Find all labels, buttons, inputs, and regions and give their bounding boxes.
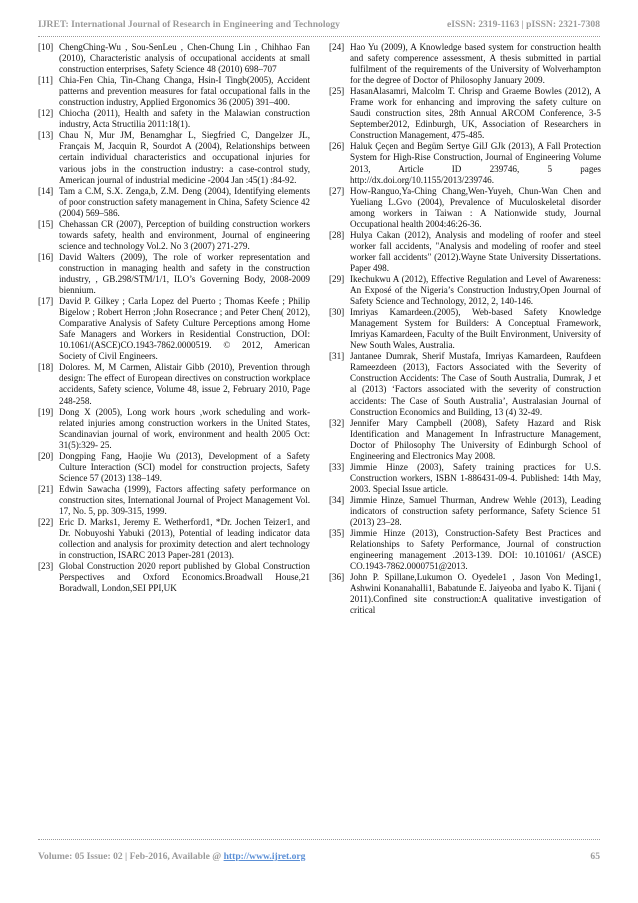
reference-item	[329, 528, 601, 572]
reference-number: [17]	[38, 296, 54, 307]
reference-number: [31]	[329, 351, 345, 362]
reference-text: Hulya Cakan (2012), Analysis and modeling of roofer and steel worker fall accidents, "Analysis and modeling of roofer and steel worker fall accidents" (2012).Wayne State University Dissertations. Paper 498.	[350, 229, 601, 273]
reference-text: HasanAlasamri, Malcolm T. Chrisp and Graeme Bowles (2012), A Frame work for enhancing and improving the safety culture on Saudi construction sites, 28th Annual ARCOM Conference, 3-5 September2012, Edinburgh, UK, Association of Researchers in Construction Management, 475-485.	[350, 86, 601, 141]
reference-text: Chiocha (2011), Health and safety in the Malawian construction industry, Acta Structilia 2011:18(1).	[59, 108, 310, 130]
reference-item	[38, 75, 310, 108]
reference-item	[329, 86, 601, 141]
reference-number: [35]	[329, 528, 345, 539]
journal-url-link[interactable]: http://www.ijret.org	[223, 851, 306, 862]
reference-item	[329, 572, 601, 616]
reference-item	[38, 407, 310, 451]
reference-number: [34]	[329, 494, 345, 505]
reference-text: Jennifer Mary Campbell (2008), Safety Hazard and Risk Identification and Management In Infrastructure Management, Doctor of Philosophy The University of Edinburgh School of Engineering and Electronics May 2008.	[350, 417, 601, 461]
issn-label: eISSN: 2319-1163 | pISSN: 2321-7308	[447, 18, 600, 30]
reference-text: Hao Yu (2009), A Knowledge based system for construction health and safety comperence assessment, A thesis submitted in partial fulfilment of the requirements of the University of Wolverhampton for the degree of Doctor of Philosophy January 2009.	[350, 42, 601, 86]
reference-item	[38, 186, 310, 219]
reference-item	[38, 451, 310, 484]
references-column-right	[329, 42, 601, 832]
issue-label: Volume: 05 Issue: 02 | Feb-2016, Available @	[38, 851, 224, 862]
reference-number: [19]	[38, 406, 54, 417]
reference-number: [24]	[329, 42, 345, 52]
reference-text: David P. Gilkey ; Carla Lopez del Puerto ; Thomas Keefe ; Philip Bigelow ; Robert Herron ;John Rosecrance ; and Peter Chen( 2012), Comparative Analysis of Safety Culture Perceptions among Home Safe Managers and Workers in Residential Construction, DOI: 10.1061/(ASCE)CO.1943-7862.0000519. © 2012, American Society of Civil Engineers.	[59, 296, 310, 362]
reference-number: [32]	[329, 417, 345, 428]
reference-number: [26]	[329, 141, 345, 152]
reference-number: [22]	[38, 517, 54, 528]
reference-item	[329, 418, 601, 462]
reference-text: Chau N, Mur JM, Benamghar L, Siegfried C, Dangelzer JL, Français M, Jacquin R, Sourdot A (2004), Relationships between certain individual characteristics and occupational injuries for various jobs in the construction industry: a case-control study, American journal of industrial medicine -2004 Jan :45(1) :84-92.	[59, 130, 310, 185]
reference-text: How-Ranguo,Ya-Ching Chang,Wen-Yuyeh, Chun-Wan Chen and Yueliang L.Gvo (2004), Prevalence of Muculoskeletal disorder among workers in Taiwan : A Nationwide study, Journal Occupational health 2004:46:26-36.	[350, 185, 601, 229]
reference-number: [21]	[38, 483, 54, 494]
reference-text: Tam a C.M, S.X. Zenga,b, Z.M. Deng (2004), Identifying elements of poor construction safety management in China, Safety Science 42 (2004) 569–586.	[59, 185, 310, 218]
issue-info	[38, 851, 305, 867]
reference-text: ChengChing-Wu , Sou-SenLeu , Chen-Chung Lin , Chihhao Fan (2010), Characteristic analysis of occupational accidents at small construction enterprises, Safety Science 48 (2010) 698–707	[59, 42, 310, 75]
reference-text: Chia-Fen Chia, Tin-Chang Changa, Hsin-I Tingb(2005), Accident patterns and prevention measures for fatal occupational falls in the construction industry, Applied Ergonomics 36 (2005) 391–400.	[59, 75, 310, 108]
reference-number: [28]	[329, 229, 345, 240]
reference-item	[38, 561, 310, 594]
reference-number: [12]	[38, 108, 54, 119]
header-divider	[38, 36, 600, 37]
page-number: 65	[590, 851, 600, 862]
references-column-left	[38, 42, 310, 832]
reference-number: [36]	[329, 572, 345, 583]
page-header	[38, 14, 600, 34]
reference-text: Dolores. M, M Carmen, Alistair Gibb (2010), Prevention through design: The effect of European directives on construction workplace accidents, Safety science, Volume 48, issue 2, February 2010, Page 248-258.	[59, 362, 310, 406]
reference-number: [29]	[329, 273, 345, 284]
reference-item	[38, 42, 310, 75]
reference-item	[38, 484, 310, 517]
reference-text: Global Construction 2020 report published by Global Construction Perspectives and Oxford Economics.Broadwall House,21 Boradwall, London,SEI PPI,UK	[59, 561, 310, 594]
reference-text: Eric D. Marks1, Jeremy E. Wetherford1, *Dr. Jochen Teizer1, and Dr. Nobuyoshi Yabuki (2013), Potential of leading indicator data collection and analysis for proximity detection and alert technology in construction, ISARC 2013 Paper-281 (2013).	[59, 517, 310, 561]
reference-text: Jimmie Hinze (2013), Construction-Safety Best Practices and Relationships to Safety Performance, Journal of construction engineering management .2013-139. DOI: 10.101061/ (ASCE) CO.1943-7862.0000751@2013.	[350, 528, 601, 572]
reference-number: [30]	[329, 307, 345, 318]
reference-text: Jantanee Dumrak, Sherif Mustafa, Imriyas Kamardeen, Raufdeen Rameezdeen (2013), Factors Associated with the Severity of Construction Accidents: The Case of South Australia, Dumrak, J et al (2013) ‘Factors associated with the severity of construction accidents: The Case of South Australia’, Australasian Journal of Construction Economics and Building, 13 (4) 32-49.	[350, 351, 601, 417]
reference-number: [13]	[38, 130, 54, 141]
reference-number: [23]	[38, 561, 54, 572]
reference-item	[329, 230, 601, 274]
journal-title: IJRET: International Journal of Research in Engineering and Technology	[38, 18, 340, 30]
reference-text: Dong X (2005), Long work hours ,work scheduling and work-related injuries among construction workers in the United States, Scandinavian journal of work, environment and health 2005 Oct: 31(5):329- 25.	[59, 406, 310, 450]
reference-text: Jimmie Hinze, Samuel Thurman, Andrew Wehle (2013), Leading indicators of construction safety performance, Safety Science 51 (2013) 23–28.	[350, 494, 601, 528]
reference-number: [25]	[329, 86, 345, 97]
reference-number: [15]	[38, 218, 54, 229]
reference-text: David Walters (2009), The role of worker representation and construction in managing health and safety in the construction industry, , GB.298/STM/1/1, ILO’s Governing Body, 2008-2009 biennium.	[59, 251, 310, 296]
reference-number: [27]	[329, 185, 345, 196]
reference-number: [20]	[38, 450, 54, 461]
reference-item	[329, 462, 601, 495]
footer-divider	[38, 839, 600, 840]
reference-item	[38, 517, 310, 561]
reference-item	[38, 252, 310, 296]
reference-number: [14]	[38, 185, 54, 196]
reference-item	[38, 108, 310, 130]
reference-item	[38, 362, 310, 406]
reference-text: Chehassan CR (2007), Perception of building construction workers towards safety, health and environment, Journal of engineering science and technology Vol.2. No 3 (2007) 271-279.	[59, 218, 310, 251]
reference-text: John P. Spillane,Lukumon O. Oyedele1 , Jason Von Meding1, Ashwini Konanahalli1, Babatunde E. Jaiyeoba and Iyabo K. Tijani ( 2011).Confined site construction:A qualitative investigation of critical	[350, 572, 601, 616]
reference-item	[329, 42, 601, 86]
reference-number: [11]	[38, 75, 53, 86]
reference-number: [33]	[329, 461, 345, 472]
reference-item	[329, 186, 601, 230]
reference-item	[38, 219, 310, 252]
reference-text: Ikechukwu A (2012), Effective Regulation and Level of Awareness: An Exposé of the Nigeria’s Construction Industry,Open Journal of Safety Science and Technology, 2012, 2, 140-146.	[350, 273, 601, 307]
reference-text: Edwin Sawacha (1999), Factors affecting safety performance on construction sites, International Journal of Project Management Vol. 17, No. 5, pp. 309-315, 1999.	[59, 483, 310, 516]
reference-number: [18]	[38, 362, 54, 373]
reference-number: [16]	[38, 251, 54, 262]
reference-text: Imriyas Kamardeen.(2005), Web-based Safety Knowledge Management System for Builders: A Conceptual Framework, Imriyas Kamardeen, Faculty of the Built Environment, University of New South Wales, Australia.	[350, 307, 601, 351]
reference-text: Haluk Çeçen and Begüm Sertye GilJ GJk (2013), A Fall Protection System for High-Rise Construction, Journal of Engineering Volume 2013, Article ID 239746, 5 pages http://dx.doi.org/10.1155/2013/239746.	[350, 141, 601, 185]
reference-item	[329, 351, 601, 417]
reference-item	[38, 130, 310, 185]
reference-text: Jimmie Hinze (2003), Safety training practices for U.S. Construction workers, ISBN 1-886431-09-4. Published: 14th May, 2003. Special Issue article.	[350, 461, 601, 494]
reference-item	[329, 141, 601, 185]
reference-item	[38, 296, 310, 362]
reference-text: Dongping Fang, Haojie Wu (2013), Development of a Safety Culture Interaction (SCI) model for construction projects, Safety Science 57 (2013) 138–149.	[59, 450, 310, 483]
reference-item	[329, 307, 601, 351]
reference-item	[329, 274, 601, 307]
page-footer	[38, 851, 600, 867]
reference-number: [10]	[38, 42, 54, 52]
reference-item	[329, 495, 601, 528]
